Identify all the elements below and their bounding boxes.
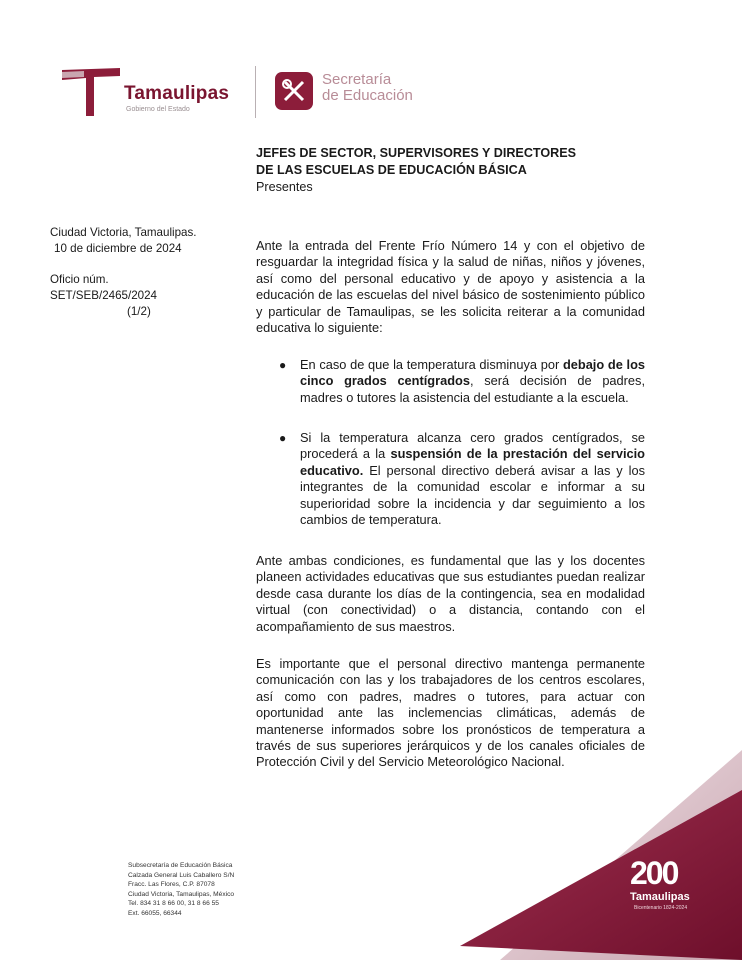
footer-line: Subsecretaría de Educación Básica [128, 862, 233, 869]
secretaria-line1: Secretaría [322, 71, 392, 88]
secretaria-line2: de Educación [322, 87, 413, 104]
gov-subtitle: Gobierno del Estado [126, 106, 190, 113]
footer-line: Calzada General Luis Caballero S/N [128, 871, 235, 879]
oficio-label: Oficio núm. [50, 273, 109, 286]
secretaria-emblem-icon [275, 72, 313, 110]
paragraph-conditions: Ante ambas condiciones, es fundamental que las y los docentes planeen actividades educativas que sus estudiantes puedan realizar desde casa durante los días de la contingencia, sea en modalidad virtual (con conectividad) o a distancia, contando con el acompañamiento de sus maestros. [256, 553, 645, 634]
bullet-dot-icon: ● [279, 358, 287, 372]
addressee-block [256, 145, 576, 196]
secretaria-name [322, 72, 413, 104]
meta-date: 10 de diciembre de 2024 [54, 242, 182, 255]
tamaulipas-t-icon [60, 64, 120, 120]
footer-line: Fracc. Las Flores, C.P. 87078 [128, 881, 215, 889]
gov-name: Tamaulipas [124, 83, 230, 104]
addressee-line1: JEFES DE SECTOR, SUPERVISORES Y DIRECTORES [256, 146, 577, 160]
paragraph-communication: Es importante que el personal directivo mantenga permanente comunicación con las y los trabajadores de los centros escolares, así como con padres, madres o tutores, para actuar con oportunidad ante las inclemencias climáticas, además de mantenerse informados sobre los pronósticos de temperatura a través de sus superiores jerárquicos y de los canales oficiales de Protección Civil y del Servicio Meteorológico Nacional. [256, 656, 645, 770]
oficio-number: SET/SEB/2465/2024 [50, 289, 157, 302]
footer-line: Ciudad Victoria, Tamaulipas, México [128, 890, 235, 898]
footer-line: Ext. 66055, 66344 [128, 909, 182, 917]
header-divider [255, 66, 256, 118]
bicentenario-sub: Bicentenario 1824-2024 [634, 905, 688, 911]
addressee-presentes: Presentes [256, 180, 313, 194]
page-indicator: (1/2) [127, 305, 151, 318]
bullet-item-1: En caso de que la temperatura disminuya por debajo de los cinco grados centígrados, será decisión de padres, madres o tutores la asistencia del estudiante a la escuela. [300, 357, 646, 405]
intro-paragraph: Ante la entrada del Frente Frío Número 14 y con el objetivo de resguardar la integridad física y la salud de niñas, niños y jóvenes, así como del personal educativo y de apoyo y asistencia a la educación de las escuelas del nivel básico de sostenimiento público y particular de Tamaulipas, se les solicita reiterar a la comunidad educativa lo siguiente: [256, 238, 645, 336]
footer-address [128, 861, 234, 919]
addressee-line2: DE LAS ESCUELAS DE EDUCACIÓN BÁSICA [256, 163, 527, 177]
bicentenario-name: Tamaulipas [630, 891, 690, 903]
bicentenario-number: 200 [630, 855, 678, 891]
meta-place: Ciudad Victoria, Tamaulipas. [50, 226, 197, 239]
footer-line: Tel. 834 31 8 66 00, 31 8 66 55 [128, 900, 219, 908]
bullet-dot-icon: ● [279, 431, 287, 445]
bicentenario-logo [622, 855, 722, 911]
bullet-item-2: Si la temperatura alcanza cero grados centígrados, se procederá a la suspensión de la prestación del servicio educativo. El personal directivo deberá avisar a las y los integrantes de la comunidad escolar e informar a su superioridad sobre la incidencia y dar seguimiento a los cambios de temperatura. [300, 430, 645, 528]
tamaulipas-logo [60, 64, 250, 120]
